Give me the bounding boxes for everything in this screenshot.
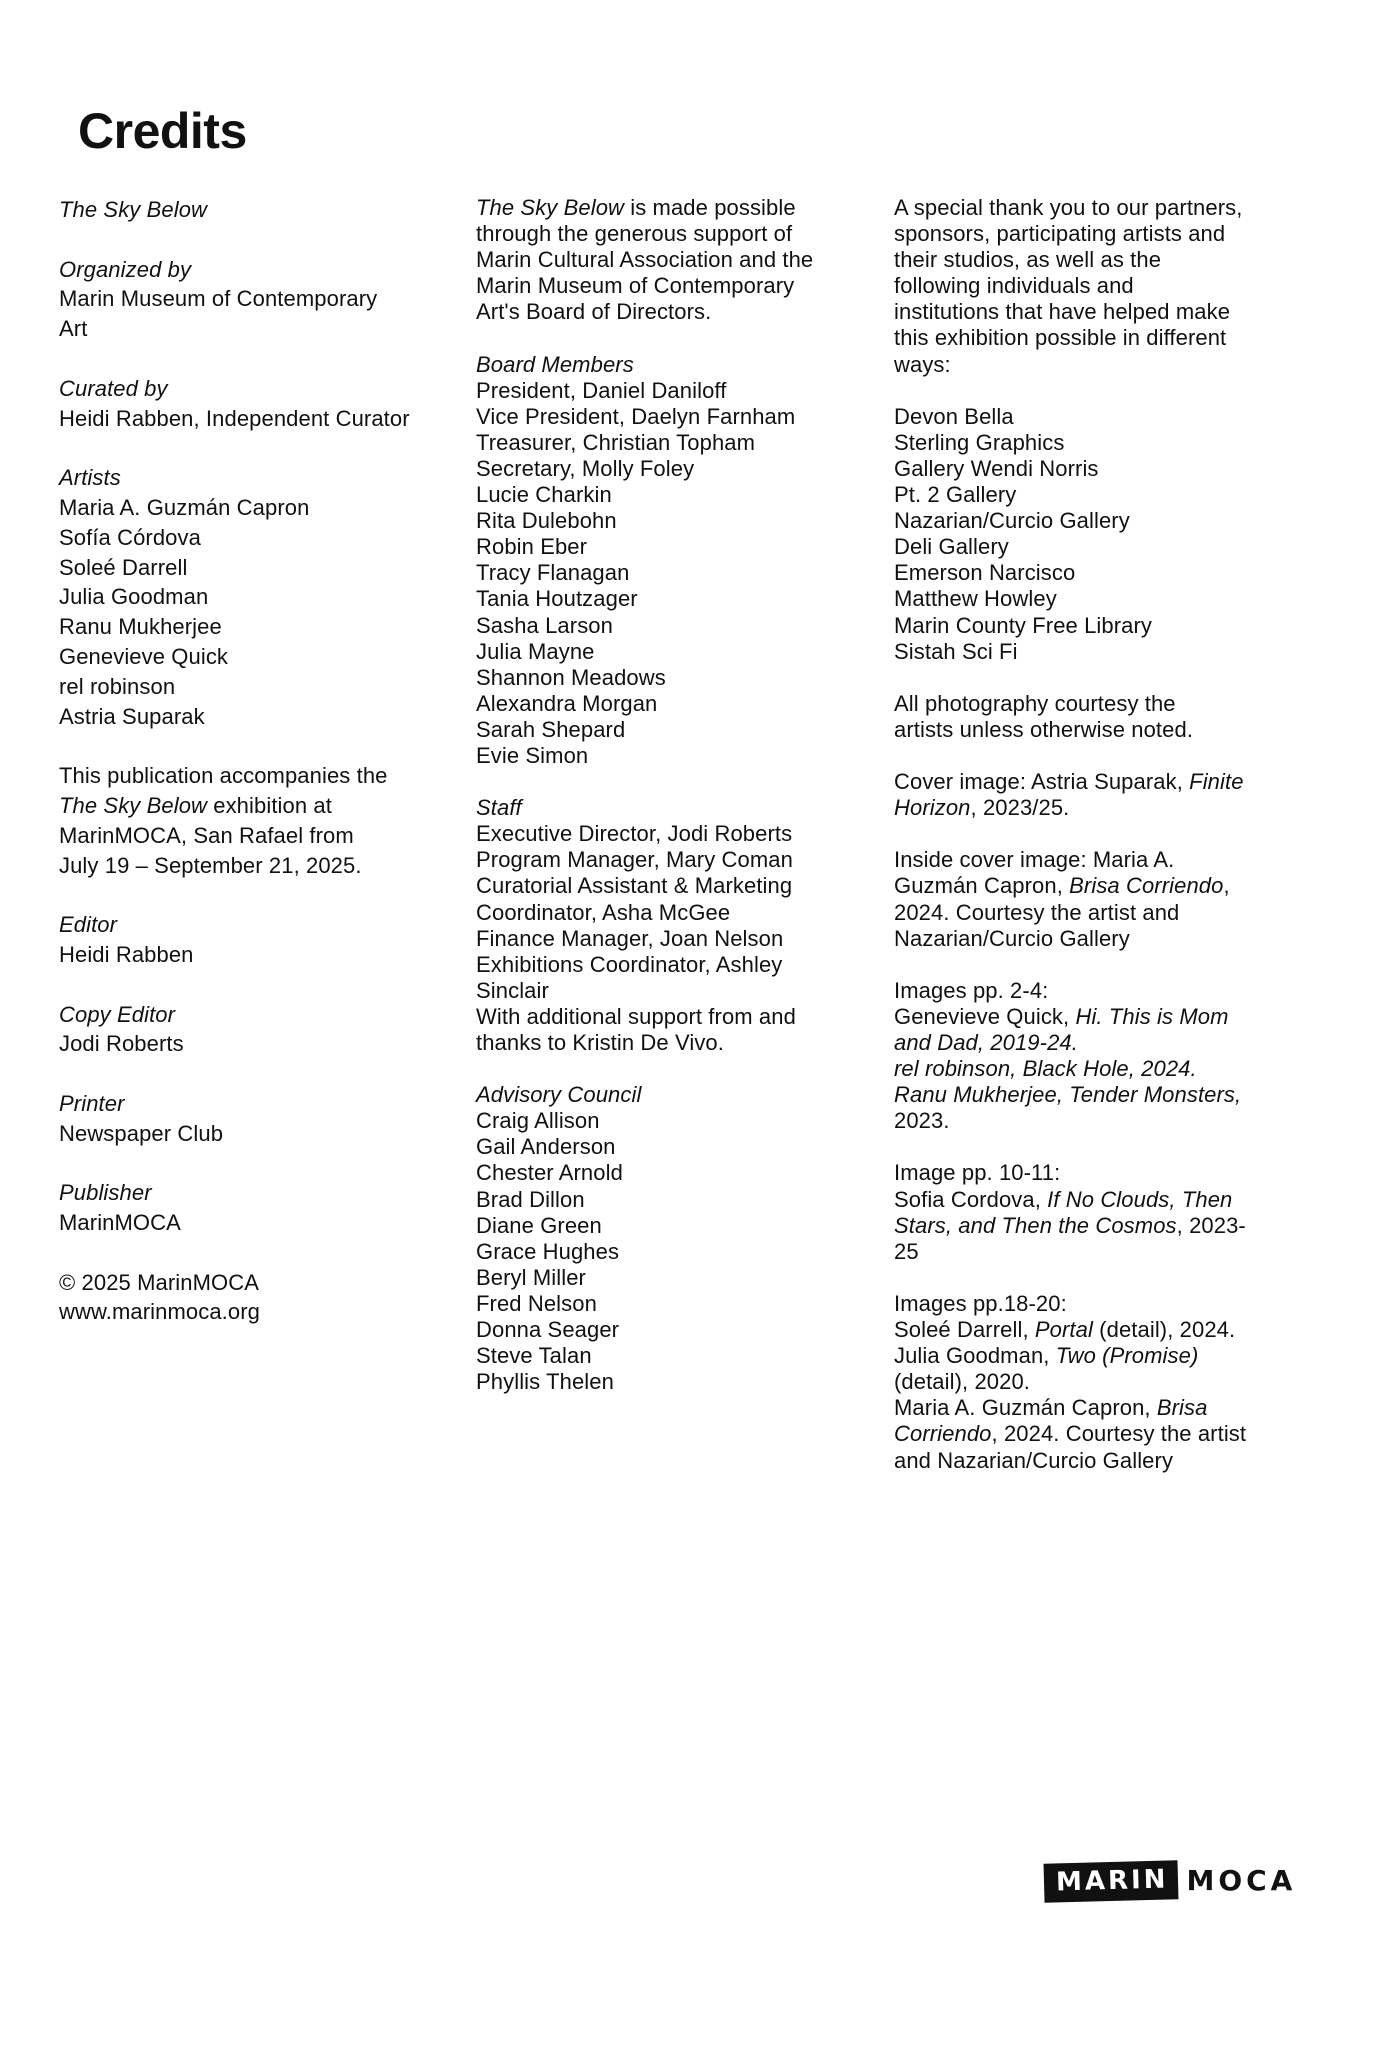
text-line [894, 1343, 1294, 1369]
text-fragment: Sofia Cordova, [894, 1186, 1048, 1212]
text-line: MarinMOCA, San Rafael from [59, 822, 354, 848]
text-fragment: is made possible [624, 195, 796, 220]
credits-column-1 [59, 195, 449, 1327]
text-line: A special thank you to our partners, [894, 195, 1243, 220]
show-title-block [59, 195, 449, 225]
staff-line: Finance Manager, Joan Nelson [476, 925, 784, 951]
board-member: Rita Dulebohn [476, 508, 617, 534]
council-member: Phyllis Thelen [476, 1369, 614, 1395]
thanks-names-block [894, 404, 1294, 665]
board-member: President, Daniel Daniloff [476, 377, 727, 403]
text-fragment: Cover image: Astria Suparak, [894, 769, 1190, 795]
text-line: Art [59, 316, 88, 342]
text-line: artists unless otherwise noted. [894, 716, 1194, 742]
thanks-name: Pt. 2 Gallery [894, 482, 1017, 508]
text-line: Inside cover image: Maria A. [894, 847, 1175, 873]
section-heading: Copy Editor [59, 1001, 176, 1027]
text-line [894, 1213, 1294, 1239]
logo-moca-text: MOCA [1186, 1864, 1297, 1897]
photo-note-block [894, 691, 1294, 743]
artist-name: Sofía Córdova [59, 524, 201, 550]
text-line: Nazarian/Curcio Gallery [894, 925, 1130, 951]
section-heading: Printer [59, 1090, 125, 1116]
board-member: Sarah Shepard [476, 716, 626, 742]
text-line: and Nazarian/Curcio Gallery [894, 1447, 1174, 1473]
text-line: Newspaper Club [59, 1120, 224, 1146]
board-member: Tracy Flanagan [476, 560, 630, 586]
section-heading: Image pp. 10-11: [894, 1160, 1061, 1186]
section-heading: Publisher [59, 1180, 152, 1206]
credits-column-3 [894, 195, 1294, 1474]
text-fragment: exhibition at [207, 792, 332, 818]
board-member: Alexandra Morgan [476, 690, 658, 716]
text-line: 2023. [894, 1108, 950, 1134]
publication-note-block [59, 761, 449, 880]
artwork-title: Brisa Corriendo [1069, 873, 1224, 899]
artist-name: Genevieve Quick [59, 643, 229, 669]
staff-line: Program Manager, Mary Coman [476, 847, 793, 873]
thanks-name: Deli Gallery [894, 534, 1009, 560]
text-line: 25 [894, 1238, 919, 1264]
text-line [59, 791, 449, 821]
printer-block [59, 1089, 449, 1149]
council-member: Donna Seager [476, 1317, 620, 1343]
logo-marin-text: MARIN [1044, 1860, 1179, 1902]
advisory-council-block [476, 1082, 866, 1395]
text-line [894, 795, 1294, 821]
text-fragment: , 2023- [1176, 1212, 1246, 1238]
text-line [894, 1004, 1294, 1030]
council-member: Fred Nelson [476, 1290, 597, 1316]
staff-line: thanks to Kristin De Vivo. [476, 1030, 724, 1055]
organized-by-block [59, 255, 449, 344]
images-pp-18-20-credit [894, 1291, 1294, 1474]
staff-line: With additional support from and [476, 1003, 796, 1029]
artwork-title: Stars, and Then the Cosmos [894, 1212, 1177, 1238]
council-member: Brad Dillon [476, 1186, 585, 1212]
section-heading: Curated by [59, 375, 168, 401]
text-fragment: Soleé Darrell, [894, 1317, 1035, 1343]
staff-line: Exhibitions Coordinator, Ashley [476, 951, 783, 977]
section-heading: Images pp. 2-4: [894, 977, 1049, 1003]
text-fragment: Maria A. Guzmán Capron, [894, 1395, 1157, 1421]
images-pp-2-4-credit [894, 978, 1294, 1135]
text-fragment: (detail), 2024. [1092, 1317, 1236, 1343]
board-member: Treasurer, Christian Topham [476, 429, 756, 455]
text-fragment: Guzmán Capron, [894, 873, 1070, 899]
artist-name: Maria A. Guzmán Capron [59, 494, 310, 520]
text-line: Art's Board of Directors. [476, 299, 712, 325]
editor-block [59, 910, 449, 970]
council-member: Gail Anderson [476, 1134, 616, 1160]
text-fragment: , 2023/25. [970, 795, 1070, 821]
page-title: Credits [78, 103, 247, 159]
text-fragment: Genevieve Quick, [894, 1003, 1076, 1029]
staff-line: Executive Director, Jodi Roberts [476, 821, 793, 847]
text-line: 2024. Courtesy the artist and [894, 899, 1180, 925]
staff-line: Sinclair [476, 977, 549, 1003]
images-pp-10-11-credit [894, 1160, 1294, 1264]
website-url: www.marinmoca.org [59, 1299, 260, 1325]
text-line: ways: [894, 351, 951, 377]
thanks-name: Nazarian/Curcio Gallery [894, 508, 1130, 534]
publisher-block [59, 1178, 449, 1238]
council-member: Craig Allison [476, 1108, 600, 1134]
text-line: (detail), 2020. [894, 1369, 1031, 1395]
text-line: July 19 – September 21, 2025. [59, 852, 362, 878]
curated-by-block [59, 374, 449, 434]
board-member: Julia Mayne [476, 638, 595, 664]
thanks-name: Devon Bella [894, 403, 1014, 429]
text-line: Marin Museum of Contemporary [476, 273, 795, 299]
section-heading: Editor [59, 912, 118, 938]
section-heading: Organized by [59, 256, 192, 282]
board-member: Evie Simon [476, 742, 589, 768]
credits-column-2 [476, 195, 866, 1395]
section-heading: Board Members [476, 351, 634, 377]
council-member: Steve Talan [476, 1343, 592, 1369]
text-line: following individuals and [894, 273, 1134, 299]
show-title: The Sky Below [59, 197, 208, 222]
text-line [894, 769, 1294, 795]
thanks-name: Matthew Howley [894, 586, 1057, 612]
text-line [894, 1395, 1294, 1421]
artist-name: Julia Goodman [59, 584, 209, 610]
text-line [894, 1421, 1294, 1447]
support-intro-block [476, 195, 866, 325]
artist-name: Soleé Darrell [59, 554, 188, 580]
thanks-name: Sterling Graphics [894, 429, 1065, 455]
artist-name: Astria Suparak [59, 703, 205, 729]
staff-block [476, 795, 866, 1056]
thanks-intro-block [894, 195, 1294, 378]
text-line: Marin Cultural Association and the [476, 247, 814, 273]
text-fragment: , [1223, 873, 1230, 899]
cover-image-credit [894, 769, 1294, 821]
section-heading: Advisory Council [476, 1082, 642, 1108]
inside-cover-image-credit [894, 847, 1294, 951]
copyright-block [59, 1268, 449, 1328]
text-line: Heidi Rabben, Independent Curator [59, 405, 410, 431]
artist-name: rel robinson [59, 673, 176, 699]
artwork-title: Portal [1034, 1317, 1093, 1343]
show-title-inline: The Sky Below [476, 195, 625, 220]
staff-line: Curatorial Assistant & Marketing [476, 873, 793, 899]
staff-line: Coordinator, Asha McGee [476, 899, 731, 925]
copyright-text: © 2025 MarinMOCA [59, 1269, 259, 1295]
board-member: Lucie Charkin [476, 482, 612, 508]
text-line: and Dad, 2019-24. [894, 1030, 1078, 1055]
board-members-block [476, 352, 866, 770]
text-line: Jodi Roberts [59, 1031, 184, 1057]
text-line: rel robinson, Black Hole, 2024. [894, 1056, 1197, 1082]
text-line: Heidi Rabben [59, 941, 194, 967]
text-fragment: , 2024. Courtesy the artist [991, 1421, 1247, 1447]
text-line: their studios, as well as the [894, 247, 1162, 273]
thanks-name: Emerson Narcisco [894, 560, 1076, 586]
section-heading: Artists [59, 465, 121, 491]
text-fragment: Julia Goodman, [894, 1343, 1056, 1369]
copy-editor-block [59, 1000, 449, 1060]
artwork-title: Corriendo [894, 1421, 992, 1447]
text-line: through the generous support of [476, 221, 793, 247]
section-heading: Images pp.18-20: [894, 1290, 1067, 1316]
board-member: Robin Eber [476, 534, 588, 560]
text-line: MarinMOCA [59, 1210, 181, 1236]
council-member: Chester Arnold [476, 1160, 623, 1186]
thanks-name: Sistah Sci Fi [894, 638, 1018, 664]
text-line [476, 195, 866, 221]
artwork-title: Finite [1189, 769, 1244, 795]
artists-block [59, 463, 449, 731]
text-line: Marin Museum of Contemporary [59, 286, 378, 312]
artwork-title: Two (Promise) [1055, 1343, 1199, 1369]
thanks-name: Gallery Wendi Norris [894, 455, 1099, 481]
text-line: this exhibition possible in different [894, 325, 1227, 351]
board-member: Shannon Meadows [476, 664, 666, 690]
text-line: This publication accompanies the [59, 763, 388, 789]
text-line [894, 1317, 1294, 1343]
text-line: Ranu Mukherjee, Tender Monsters, [894, 1082, 1242, 1108]
show-title-inline: The Sky Below [59, 792, 208, 818]
section-heading: Staff [476, 795, 522, 821]
artwork-title: If No Clouds, Then [1047, 1186, 1233, 1212]
artwork-title: Hi. This is Mom [1075, 1003, 1229, 1029]
board-member: Sasha Larson [476, 612, 613, 638]
thanks-name: Marin County Free Library [894, 612, 1153, 638]
artwork-title: Brisa [1156, 1395, 1208, 1421]
text-line: All photography courtesy the [894, 690, 1176, 716]
artwork-title: Horizon [894, 795, 971, 821]
text-line [894, 1187, 1294, 1213]
board-member: Vice President, Daelyn Farnham [476, 403, 796, 429]
council-member: Beryl Miller [476, 1264, 586, 1290]
council-member: Diane Green [476, 1212, 602, 1238]
artist-name: Ranu Mukherjee [59, 614, 222, 640]
board-member: Secretary, Molly Foley [476, 455, 695, 481]
marinmoca-logo [1044, 1858, 1296, 1904]
council-member: Grace Hughes [476, 1238, 620, 1264]
text-line: sponsors, participating artists and [894, 221, 1226, 247]
board-member: Tania Houtzager [476, 586, 638, 612]
text-line: institutions that have helped make [894, 299, 1231, 325]
text-line [894, 873, 1294, 899]
